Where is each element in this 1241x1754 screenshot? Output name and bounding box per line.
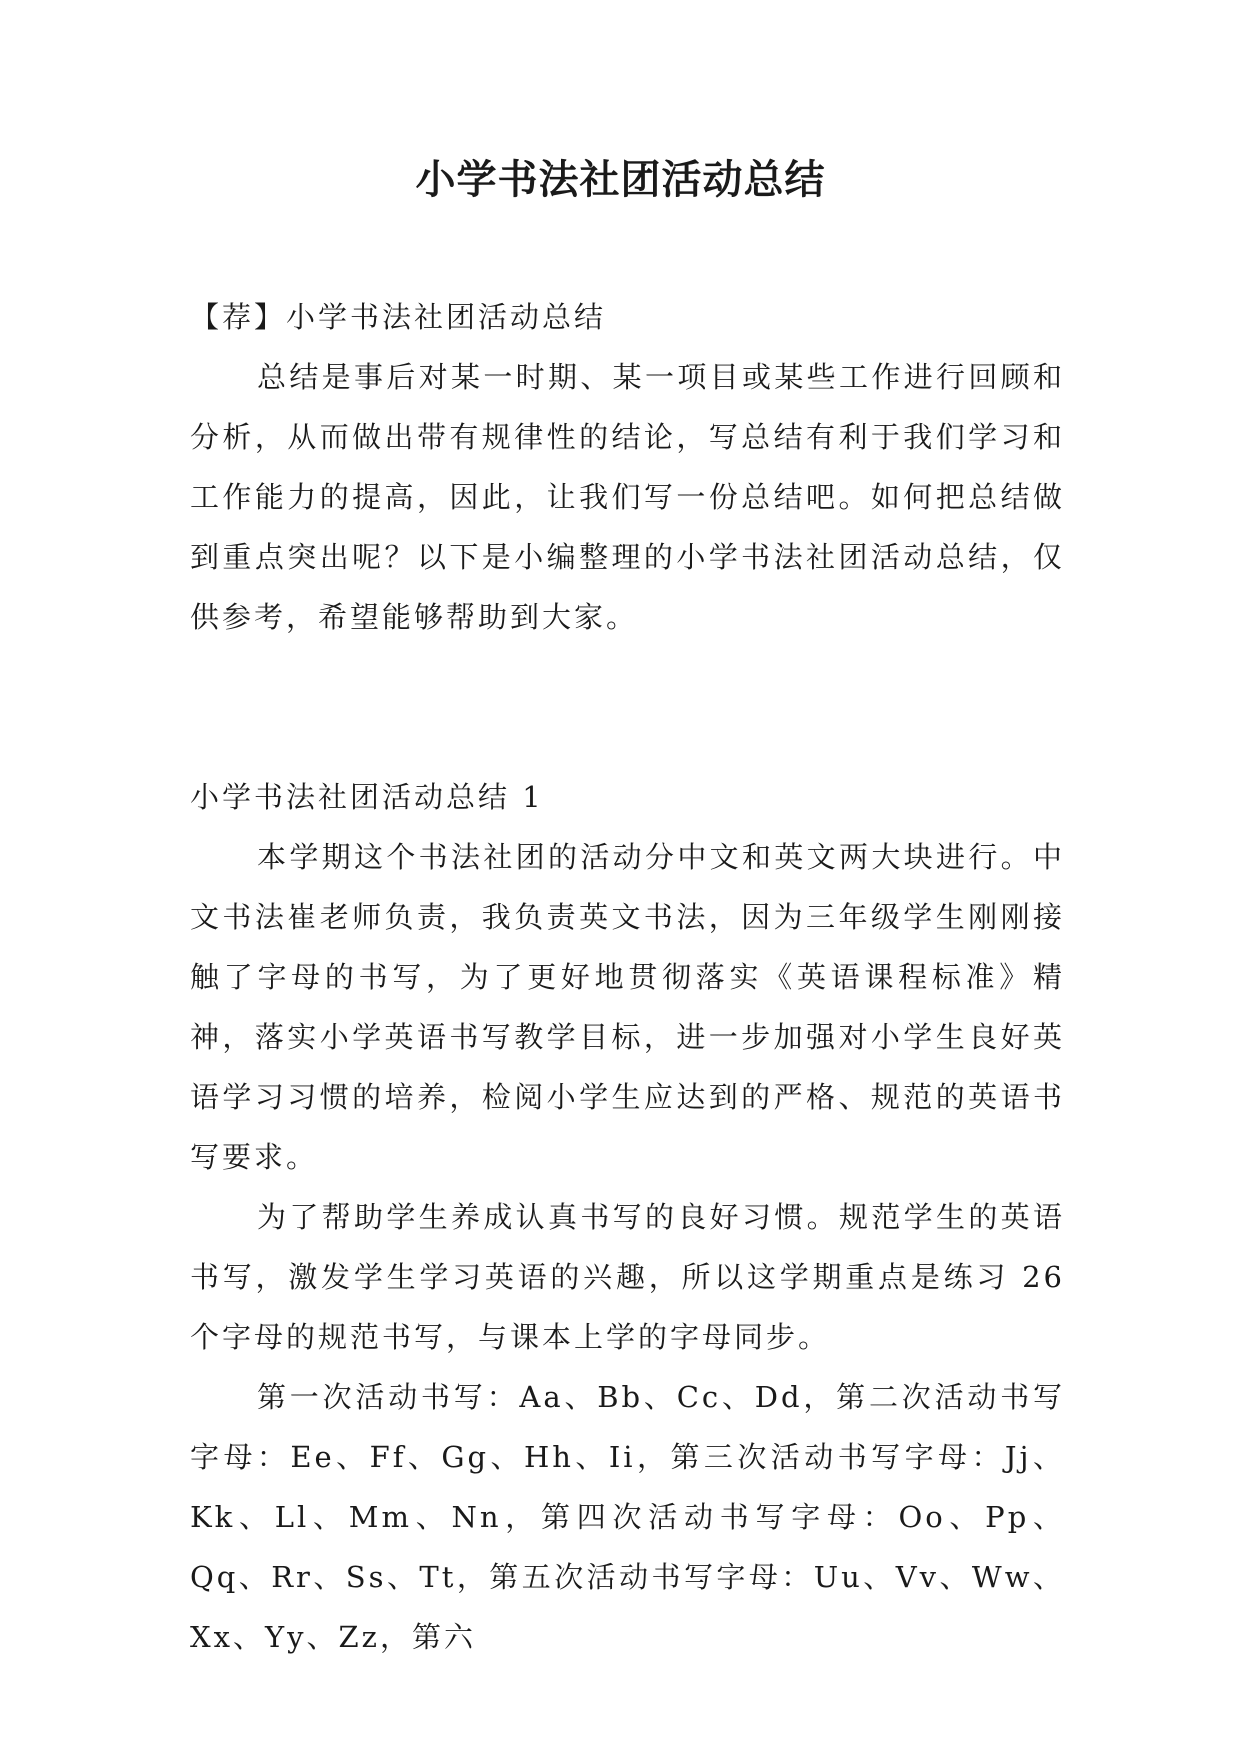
section-spacer: [190, 647, 1065, 767]
recommend-line: 【荐】小学书法社团活动总结: [190, 300, 607, 334]
document-title: 小学书法社团活动总结: [415, 157, 826, 203]
body-paragraph-3: 第一次活动书写：Aa、Bb、Cc、Dd，第二次活动书写字母：Ee、Ff、Gg、Hh、Ii，第三次活动书写字母：Jj、Kk、Ll、Mm、Nn，第四次活动书写字母：Oo、Pp、Qq、Rr、Ss、Tt，第五次活动书写字母：Uu、Vv、Ww、Xx、Yy、Zz，第六: [190, 1380, 1065, 1654]
body-paragraph-2: 为了帮助学生养成认真书写的良好习惯。规范学生的英语书写，激发学生学习英语的兴趣，所以这学期重点是练习 26 个字母的规范书写，与课本上学的字母同步。: [190, 1200, 1065, 1354]
document-body: [190, 287, 1065, 1667]
intro-paragraph: 总结是事后对某一时期、某一项目或某些工作进行回顾和分析，从而做出带有规律性的结论，写总结有利于我们学习和工作能力的提高，因此，让我们写一份总结吧。如何把总结做到重点突出呢？以下是小编整理的小学书法社团活动总结，仅供参考，希望能够帮助到大家。: [190, 360, 1065, 634]
section-heading: 小学书法社团活动总结 1: [190, 780, 544, 814]
body-paragraph-1: 本学期这个书法社团的活动分中文和英文两大块进行。中文书法崔老师负责，我负责英文书法，因为三年级学生刚刚接触了字母的书写，为了更好地贯彻落实《英语课程标准》精神，落实小学英语书写教学目标，进一步加强对小学生良好英语学习习惯的培养，检阅小学生应达到的严格、规范的英语书写要求。: [190, 840, 1065, 1174]
